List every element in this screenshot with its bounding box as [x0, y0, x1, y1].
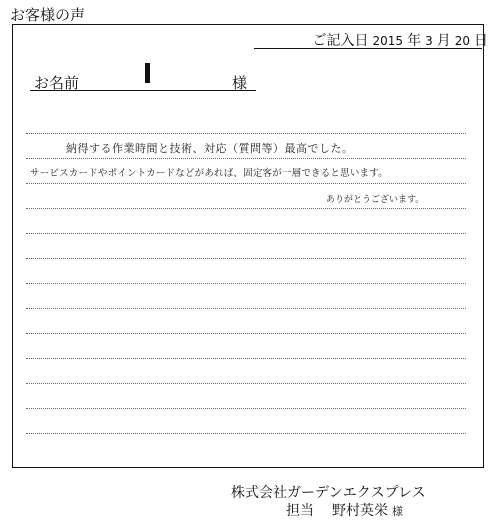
ruled-line	[26, 408, 466, 409]
ruled-line	[26, 133, 466, 134]
day-unit: 日	[474, 33, 488, 49]
honorific-label: 様	[232, 74, 248, 92]
date-year: 2015	[372, 34, 404, 48]
date-underline	[254, 48, 482, 49]
form-title: お客様の声	[10, 6, 86, 24]
ruled-line	[26, 183, 466, 184]
ruled-line	[26, 333, 466, 334]
staff-name: 野村英栄	[332, 503, 388, 519]
date-day: 20	[454, 34, 470, 48]
staff-signature: 様	[392, 505, 403, 518]
ruled-line	[26, 158, 466, 159]
comment-line: サービスカードやポイントカードなどがあれば、固定客が一層できると思います。	[30, 168, 388, 179]
staff-line	[286, 500, 403, 520]
ruled-line	[26, 308, 466, 309]
year-unit: 年	[407, 33, 422, 49]
comment-line: 納得する作業時間と技術、対応（質問等）最高でした。	[66, 142, 354, 155]
ruled-line	[26, 358, 466, 359]
ruled-line	[26, 283, 466, 284]
date-row	[313, 30, 488, 50]
comment-line: ありがとうございます。	[326, 195, 425, 205]
ruled-line	[26, 383, 466, 384]
staff-role: 担当	[286, 503, 314, 519]
name-underline	[30, 90, 256, 91]
date-label: ご記入日	[312, 33, 369, 49]
ruled-line	[26, 208, 466, 209]
ruled-line	[26, 433, 466, 434]
company-name: 株式会社ガーデンエクスプレス	[231, 485, 426, 501]
month-unit: 月	[436, 33, 451, 49]
name-label: お名前	[34, 74, 80, 92]
ruled-line	[26, 233, 466, 234]
ruled-line	[26, 258, 466, 259]
date-month: 3	[425, 34, 433, 48]
name-value	[145, 63, 150, 83]
